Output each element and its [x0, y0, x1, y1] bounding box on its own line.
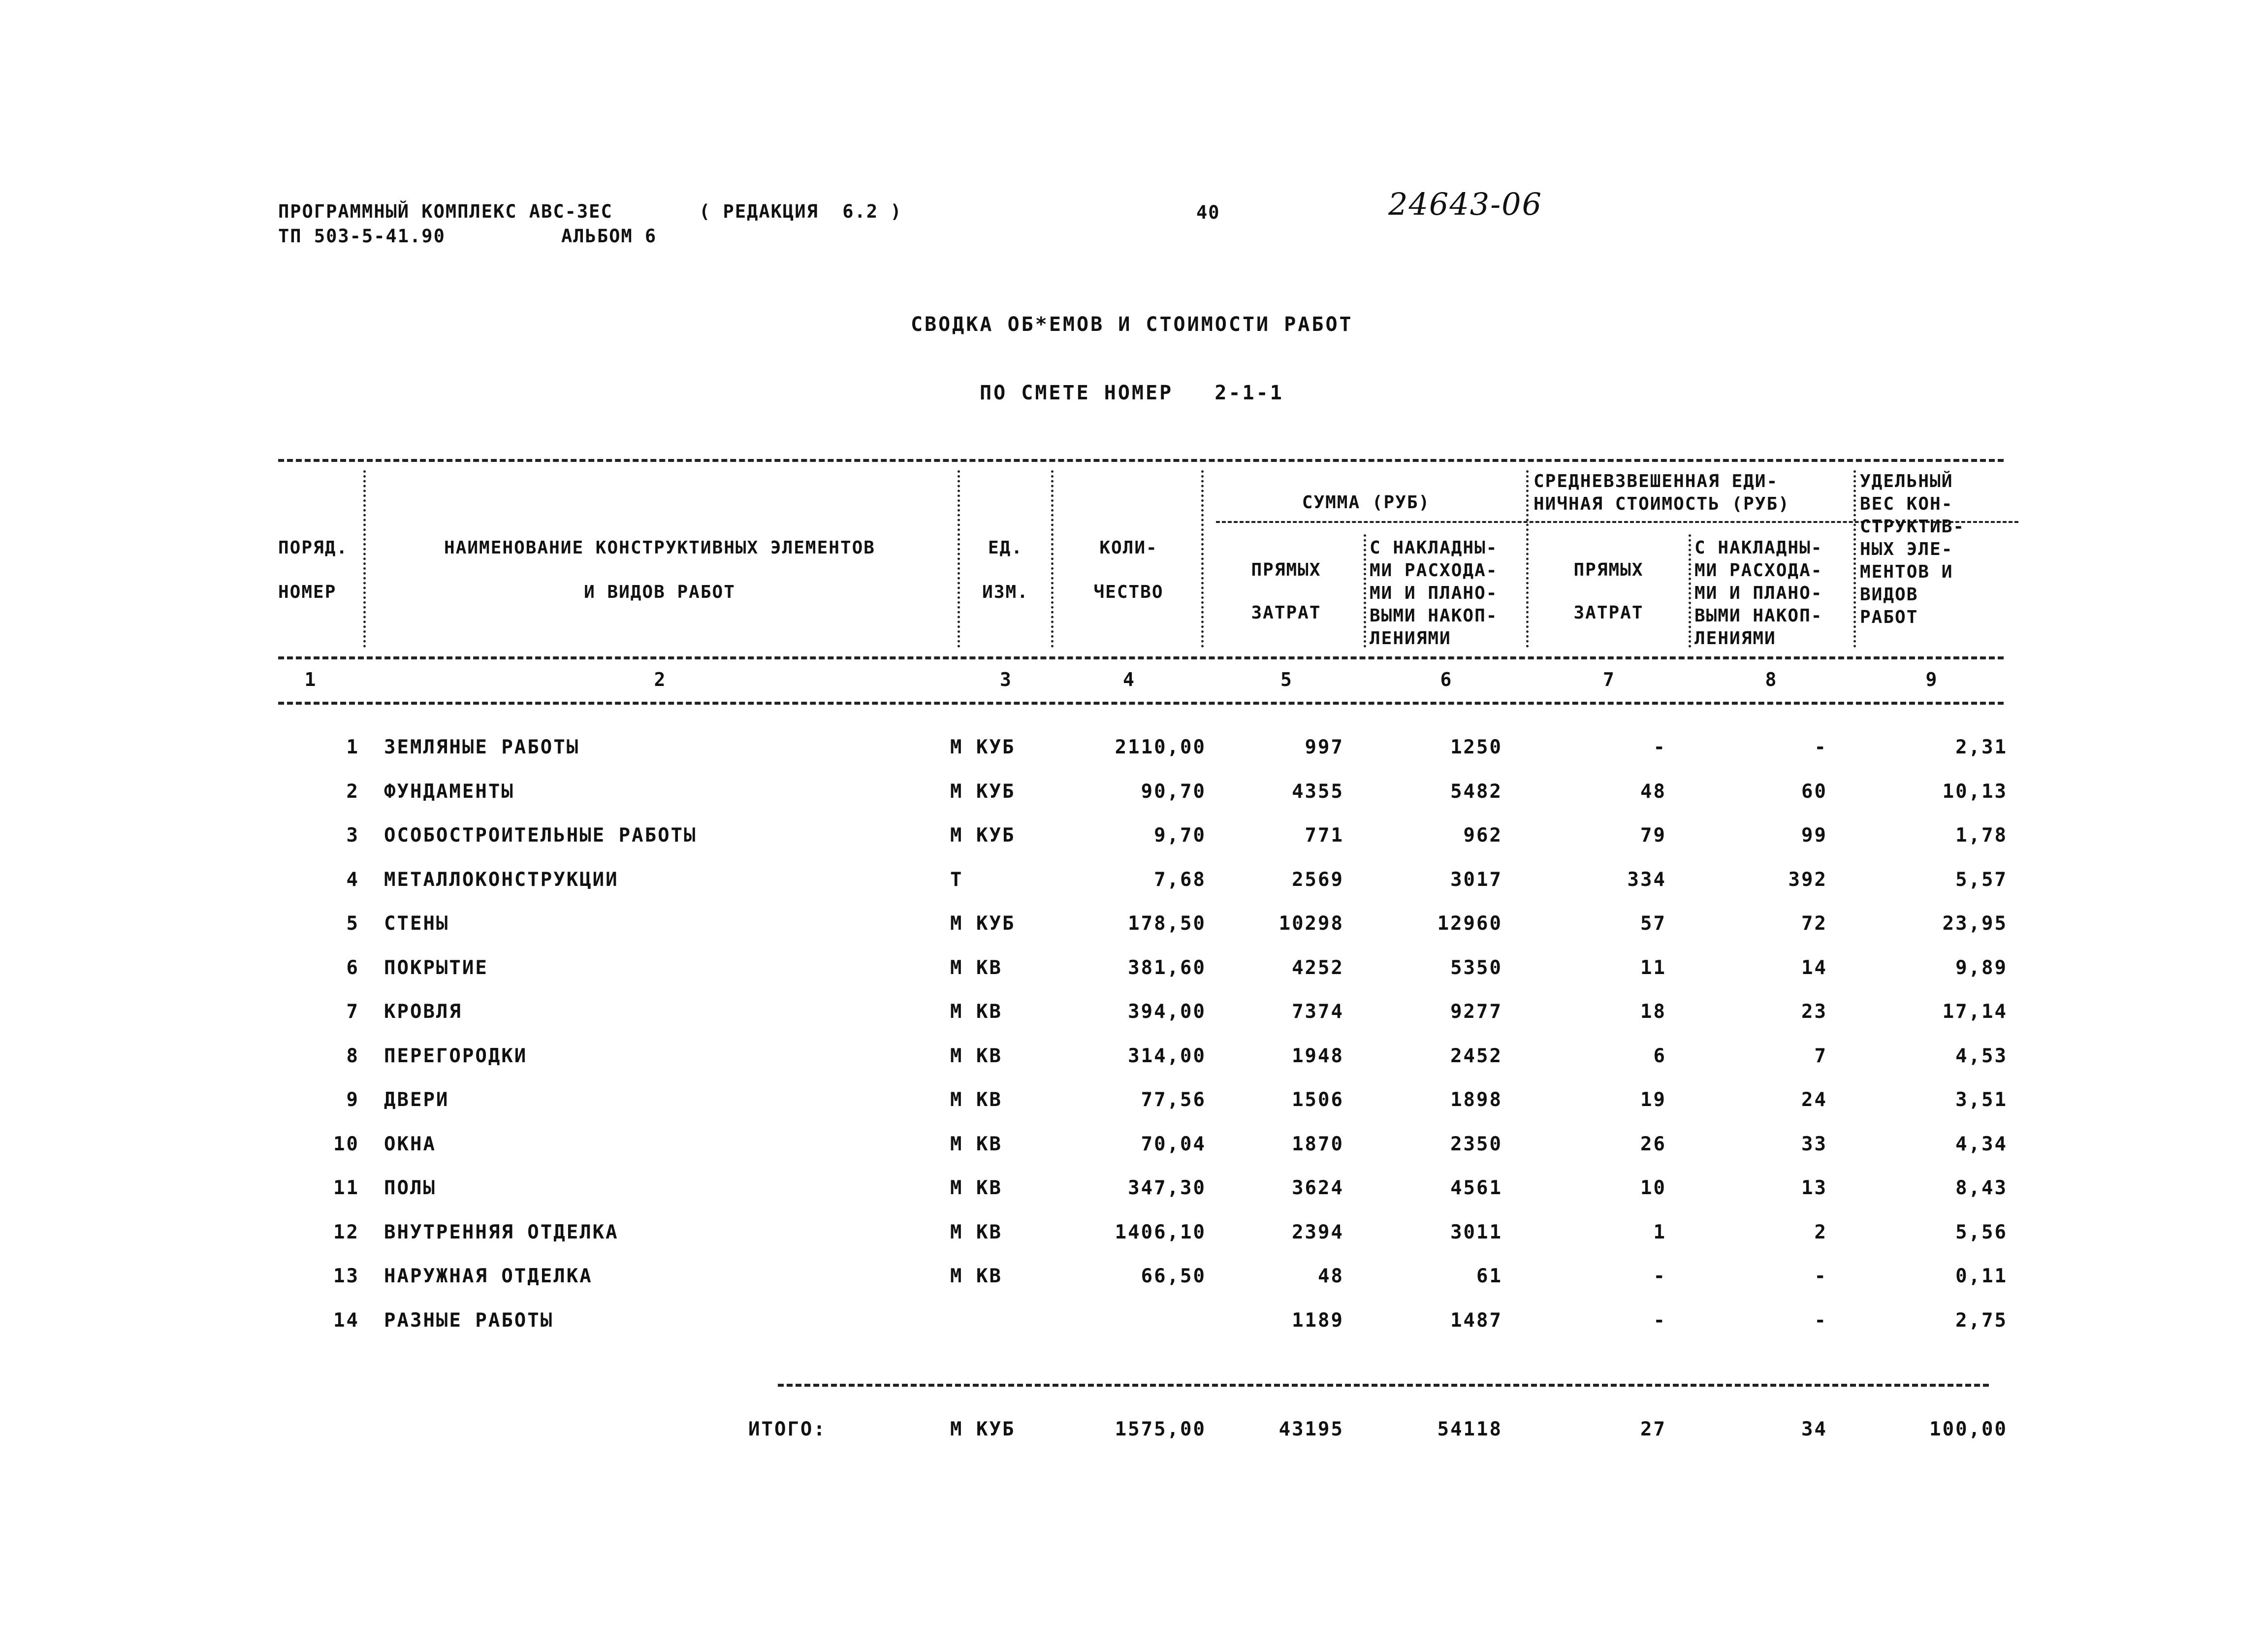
- row-avg-overhead: 72: [1801, 912, 1827, 935]
- row-overhead-cost: 1487: [1450, 1309, 1502, 1332]
- row-name: НАРУЖНАЯ ОТДЕЛКА: [384, 1265, 593, 1287]
- row-quantity: 2110,00: [1115, 736, 1206, 758]
- project-code: ТП 503-5-41.90: [278, 226, 446, 247]
- header-avg-group-1: СРЕДНЕВЗВЕШЕННАЯ ЕДИ-: [1533, 471, 1779, 491]
- row-share: 2,75: [1955, 1309, 2008, 1332]
- row-quantity: 347,30: [1128, 1177, 1206, 1199]
- edition: ( РЕДАКЦИЯ 6.2 ): [699, 201, 902, 222]
- row-unit: М КВ: [950, 1265, 1002, 1287]
- total-share: 100,00: [1929, 1418, 2008, 1440]
- row-number: 4: [346, 869, 359, 891]
- row-direct-cost: 1870: [1292, 1133, 1344, 1155]
- row-overhead-cost: 12960: [1437, 912, 1502, 935]
- row-overhead-cost: 2350: [1450, 1133, 1502, 1155]
- row-avg-direct: 11: [1640, 957, 1666, 979]
- header-sum-group: СУММА (РУБ): [1302, 492, 1431, 513]
- header-qty-1: КОЛИ-: [1099, 538, 1158, 558]
- header-sum-overhead-3: МИ И ПЛАНО-: [1370, 583, 1498, 603]
- row-avg-overhead: 13: [1801, 1177, 1827, 1199]
- header-share-2: ВЕС КОН-: [1860, 494, 1953, 514]
- row-avg-overhead: -: [1814, 736, 1827, 758]
- header-number-1: ПОРЯД.: [278, 538, 349, 558]
- row-share: 17,14: [1942, 1001, 2008, 1023]
- row-direct-cost: 3624: [1292, 1177, 1344, 1199]
- column-separator: [1689, 534, 1691, 648]
- row-share: 2,31: [1955, 736, 2008, 758]
- column-separator: [958, 470, 960, 648]
- total-direct-cost: 43195: [1278, 1418, 1344, 1440]
- header-bottom-rule: [278, 656, 2004, 659]
- page-subtitle: ПО СМЕТЕ НОМЕР 2-1-1: [980, 382, 1284, 404]
- row-avg-direct: -: [1653, 1309, 1666, 1332]
- row-name: ПЕРЕГОРОДКИ: [384, 1045, 528, 1067]
- row-number: 14: [333, 1309, 359, 1332]
- row-avg-direct: 48: [1640, 781, 1666, 803]
- row-name: ПОКРЫТИЕ: [384, 957, 488, 979]
- column-separator: [363, 470, 366, 648]
- row-avg-direct: 19: [1640, 1089, 1666, 1111]
- row-overhead-cost: 962: [1463, 824, 1502, 847]
- row-unit: М КВ: [950, 1045, 1002, 1067]
- row-direct-cost: 997: [1305, 736, 1344, 758]
- column-number: 6: [1440, 669, 1452, 690]
- column-number: 5: [1280, 669, 1292, 690]
- row-direct-cost: 4355: [1292, 781, 1344, 803]
- row-direct-cost: 771: [1305, 824, 1344, 847]
- column-number: 8: [1765, 669, 1777, 690]
- row-quantity: 1406,10: [1115, 1221, 1206, 1243]
- row-quantity: 381,60: [1128, 957, 1206, 979]
- row-number: 7: [346, 1001, 359, 1023]
- row-avg-direct: 10: [1640, 1177, 1666, 1199]
- row-avg-direct: 1: [1653, 1221, 1666, 1243]
- row-share: 4,34: [1955, 1133, 2008, 1155]
- row-avg-overhead: 392: [1788, 869, 1827, 891]
- column-number: 7: [1603, 669, 1614, 690]
- column-number: 9: [1925, 669, 1937, 690]
- row-avg-direct: 18: [1640, 1001, 1666, 1023]
- header-name-1: НАИМЕНОВАНИЕ КОНСТРУКТИВНЫХ ЭЛЕМЕНТОВ: [444, 538, 875, 558]
- column-number: 2: [654, 669, 666, 690]
- row-overhead-cost: 1250: [1450, 736, 1502, 758]
- row-share: 23,95: [1942, 912, 2008, 935]
- header-sum-overhead-4: ВЫМИ НАКОП-: [1370, 606, 1498, 626]
- page-title: СВОДКА ОБ*ЕМОВ И СТОИМОСТИ РАБОТ: [911, 313, 1353, 336]
- column-number: 3: [1000, 669, 1011, 690]
- row-quantity: 77,56: [1141, 1089, 1206, 1111]
- row-avg-direct: -: [1653, 1265, 1666, 1287]
- row-unit: Т: [950, 869, 963, 891]
- row-number: 10: [333, 1133, 359, 1155]
- row-unit: М КВ: [950, 1133, 1002, 1155]
- header-name-2: И ВИДОВ РАБОТ: [584, 582, 735, 602]
- row-name: ВНУТРЕННЯЯ ОТДЕЛКА: [384, 1221, 619, 1243]
- row-number: 13: [333, 1265, 359, 1287]
- row-quantity: 90,70: [1141, 781, 1206, 803]
- row-name: ЗЕМЛЯНЫЕ РАБОТЫ: [384, 736, 580, 758]
- row-share: 5,56: [1955, 1221, 2008, 1243]
- row-avg-overhead: 33: [1801, 1133, 1827, 1155]
- row-overhead-cost: 1898: [1450, 1089, 1502, 1111]
- row-quantity: 394,00: [1128, 1001, 1206, 1023]
- row-avg-direct: 57: [1640, 912, 1666, 935]
- row-quantity: 66,50: [1141, 1265, 1206, 1287]
- row-share: 0,11: [1955, 1265, 2008, 1287]
- table-top-rule: [278, 459, 2004, 462]
- header-share-4: НЫХ ЭЛЕ-: [1860, 539, 1953, 559]
- column-number: 1: [304, 669, 316, 690]
- total-overhead-cost: 54118: [1437, 1418, 1502, 1440]
- row-direct-cost: 48: [1318, 1265, 1344, 1287]
- row-name: ФУНДАМЕНТЫ: [384, 781, 514, 803]
- row-avg-overhead: 60: [1801, 781, 1827, 803]
- row-share: 1,78: [1955, 824, 2008, 847]
- row-overhead-cost: 3017: [1450, 869, 1502, 891]
- row-direct-cost: 1948: [1292, 1045, 1344, 1067]
- row-avg-overhead: 24: [1801, 1089, 1827, 1111]
- row-overhead-cost: 2452: [1450, 1045, 1502, 1067]
- row-avg-overhead: 14: [1801, 957, 1827, 979]
- row-number: 1: [346, 736, 359, 758]
- row-name: РАЗНЫЕ РАБОТЫ: [384, 1309, 554, 1332]
- row-number: 11: [333, 1177, 359, 1199]
- row-overhead-cost: 5482: [1450, 781, 1502, 803]
- row-number: 2: [346, 781, 359, 803]
- header-sum-direct-2: ЗАТРАТ: [1251, 603, 1321, 623]
- header-sum-direct-1: ПРЯМЫХ: [1251, 560, 1321, 580]
- row-name: ДВЕРИ: [384, 1089, 449, 1111]
- row-share: 5,57: [1955, 869, 2008, 891]
- total-label: ИТОГО:: [748, 1418, 827, 1440]
- row-quantity: 7,68: [1154, 869, 1206, 891]
- row-unit: М КВ: [950, 1177, 1002, 1199]
- page-number: 40: [1196, 202, 1220, 223]
- row-unit: М КВ: [950, 957, 1002, 979]
- row-number: 8: [346, 1045, 359, 1067]
- column-separator: [1364, 534, 1366, 648]
- row-number: 3: [346, 824, 359, 847]
- header-sum-overhead-5: ЛЕНИЯМИ: [1370, 628, 1451, 649]
- header-qty-2: ЧЕСТВО: [1093, 582, 1164, 602]
- row-avg-overhead: -: [1814, 1265, 1827, 1287]
- column-number: 4: [1123, 669, 1134, 690]
- row-number: 5: [346, 912, 359, 935]
- row-name: ОСОБОСТРОИТЕЛЬНЫЕ РАБОТЫ: [384, 824, 697, 847]
- row-quantity: 178,50: [1128, 912, 1206, 935]
- row-avg-direct: 334: [1627, 869, 1666, 891]
- row-number: 9: [346, 1089, 359, 1111]
- row-unit: М КВ: [950, 1001, 1002, 1023]
- total-rule: [778, 1384, 1989, 1387]
- row-direct-cost: 2394: [1292, 1221, 1344, 1243]
- column-separator: [1201, 470, 1204, 648]
- row-direct-cost: 1189: [1292, 1309, 1344, 1332]
- row-name: ОКНА: [384, 1133, 436, 1155]
- header-share-6: ВИДОВ: [1860, 585, 1918, 605]
- row-overhead-cost: 3011: [1450, 1221, 1502, 1243]
- row-share: 9,89: [1955, 957, 2008, 979]
- row-unit: М КУБ: [950, 781, 1016, 803]
- row-unit: М КУБ: [950, 824, 1016, 847]
- row-number: 12: [333, 1221, 359, 1243]
- row-unit: М КУБ: [950, 912, 1016, 935]
- header-share-3: СТРУКТИВ-: [1860, 517, 1965, 537]
- row-unit: М КУБ: [950, 736, 1016, 758]
- total-avg-direct: 27: [1640, 1418, 1666, 1440]
- header-sum-overhead-2: МИ РАСХОДА-: [1370, 560, 1498, 581]
- row-name: ПОЛЫ: [384, 1177, 436, 1199]
- row-direct-cost: 1506: [1292, 1089, 1344, 1111]
- row-avg-direct: 26: [1640, 1133, 1666, 1155]
- header-avg-overhead-3: МИ И ПЛАНО-: [1694, 583, 1823, 603]
- row-direct-cost: 7374: [1292, 1001, 1344, 1023]
- row-name: СТЕНЫ: [384, 912, 449, 935]
- row-overhead-cost: 4561: [1450, 1177, 1502, 1199]
- row-overhead-cost: 5350: [1450, 957, 1502, 979]
- row-share: 3,51: [1955, 1089, 2008, 1111]
- row-direct-cost: 4252: [1292, 957, 1344, 979]
- row-avg-direct: 6: [1653, 1045, 1666, 1067]
- total-avg-overhead: 34: [1801, 1418, 1827, 1440]
- row-avg-overhead: -: [1814, 1309, 1827, 1332]
- row-avg-direct: 79: [1640, 824, 1666, 847]
- header-share-7: РАБОТ: [1860, 607, 1918, 627]
- header-share-5: МЕНТОВ И: [1860, 562, 1953, 582]
- header-avg-overhead-5: ЛЕНИЯМИ: [1694, 628, 1776, 649]
- header-unit-2: ИЗМ.: [982, 582, 1029, 602]
- header-sum-overhead-1: С НАКЛАДНЫ-: [1370, 538, 1498, 558]
- header-share-1: УДЕЛЬНЫЙ: [1860, 471, 1953, 491]
- header-number-2: НОМЕР: [278, 582, 337, 602]
- header-avg-group-2: НИЧНАЯ СТОИМОСТЬ (РУБ): [1533, 494, 1790, 514]
- row-share: 4,53: [1955, 1045, 2008, 1067]
- header-avg-overhead-1: С НАКЛАДНЫ-: [1694, 538, 1823, 558]
- header-avg-overhead-4: ВЫМИ НАКОП-: [1694, 606, 1823, 626]
- row-overhead-cost: 9277: [1450, 1001, 1502, 1023]
- row-avg-direct: -: [1653, 736, 1666, 758]
- row-avg-overhead: 2: [1814, 1221, 1827, 1243]
- row-direct-cost: 10298: [1278, 912, 1344, 935]
- column-separator: [1051, 470, 1054, 648]
- row-quantity: 70,04: [1141, 1133, 1206, 1155]
- total-unit: М КУБ: [950, 1418, 1016, 1440]
- row-avg-overhead: 7: [1814, 1045, 1827, 1067]
- total-quantity: 1575,00: [1115, 1418, 1206, 1440]
- row-share: 8,43: [1955, 1177, 2008, 1199]
- header-unit-1: ЕД.: [988, 538, 1023, 558]
- header-avg-overhead-2: МИ РАСХОДА-: [1694, 560, 1823, 581]
- header-avg-direct-2: ЗАТРАТ: [1573, 603, 1644, 623]
- row-avg-overhead: 99: [1801, 824, 1827, 847]
- row-unit: М КВ: [950, 1221, 1002, 1243]
- header-avg-direct-1: ПРЯМЫХ: [1573, 560, 1644, 580]
- handwritten-code: 24643-06: [1388, 186, 1543, 222]
- column-separator: [1853, 470, 1856, 648]
- row-avg-overhead: 23: [1801, 1001, 1827, 1023]
- column-separator: [1526, 470, 1529, 648]
- row-overhead-cost: 61: [1476, 1265, 1502, 1287]
- row-number: 6: [346, 957, 359, 979]
- row-direct-cost: 2569: [1292, 869, 1344, 891]
- row-quantity: 314,00: [1128, 1045, 1206, 1067]
- row-name: КРОВЛЯ: [384, 1001, 462, 1023]
- album: АЛЬБОМ 6: [561, 226, 657, 247]
- row-share: 10,13: [1942, 781, 2008, 803]
- row-unit: М КВ: [950, 1089, 1002, 1111]
- row-name: МЕТАЛЛОКОНСТРУКЦИИ: [384, 869, 619, 891]
- program-name: ПРОГРАММНЫЙ КОМПЛЕКС АВС-3ЕС: [278, 201, 613, 222]
- column-numbers-rule: [278, 702, 2004, 705]
- row-quantity: 9,70: [1154, 824, 1206, 847]
